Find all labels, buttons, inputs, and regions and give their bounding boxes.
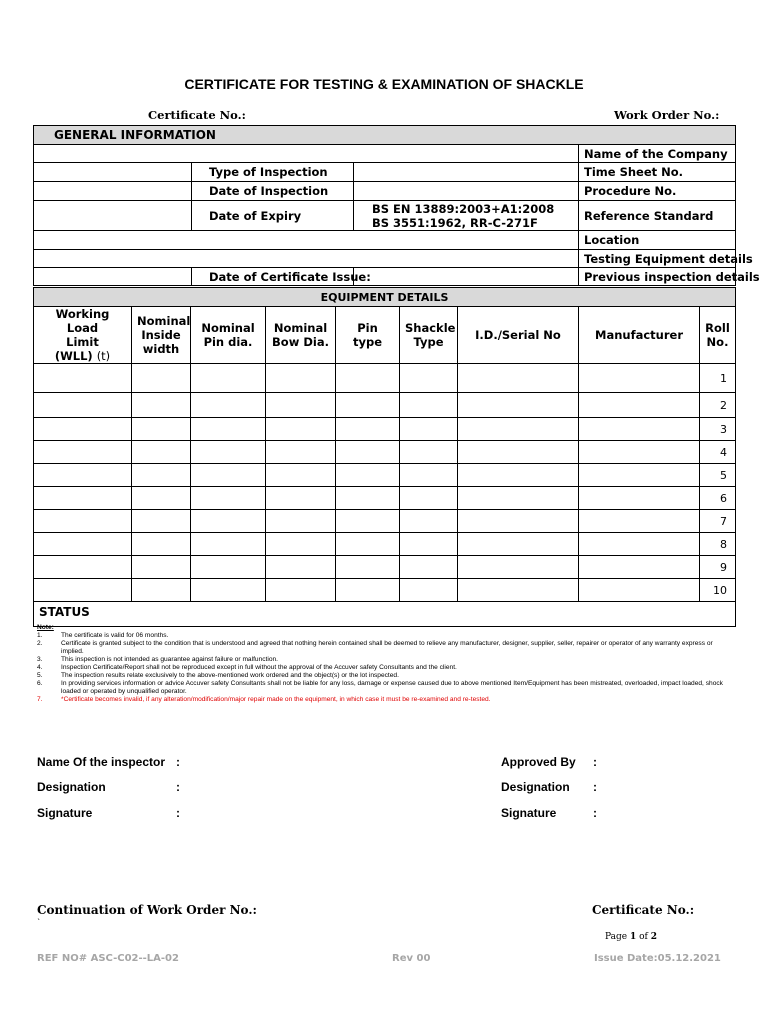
table-row bbox=[34, 364, 736, 393]
blank-cell[interactable] bbox=[34, 268, 192, 286]
date-of-certificate-issue-value[interactable] bbox=[354, 268, 579, 286]
equipment-cell[interactable] bbox=[34, 556, 132, 579]
company-value-cell[interactable] bbox=[34, 145, 579, 163]
notes-list bbox=[37, 632, 732, 704]
roll-number: 7 bbox=[700, 510, 736, 533]
equipment-cell[interactable] bbox=[132, 510, 191, 533]
equipment-cell[interactable] bbox=[191, 393, 266, 418]
equipment-cell[interactable] bbox=[336, 393, 400, 418]
equipment-cell[interactable] bbox=[191, 510, 266, 533]
column-header-wll bbox=[34, 307, 132, 364]
equipment-cell[interactable] bbox=[34, 533, 132, 556]
equipment-cell[interactable] bbox=[579, 364, 700, 393]
equipment-cell[interactable] bbox=[132, 393, 191, 418]
equipment-cell[interactable] bbox=[579, 487, 700, 510]
equipment-cell[interactable] bbox=[266, 464, 336, 487]
equipment-cell[interactable] bbox=[579, 533, 700, 556]
equipment-rows bbox=[34, 364, 736, 602]
equipment-cell[interactable] bbox=[266, 418, 336, 441]
approved-by-label: Approved By bbox=[501, 755, 576, 769]
continuation-work-order-label: Continuation of Work Order No.: bbox=[37, 903, 257, 917]
column-header-shackle-type: Shackle Type bbox=[400, 307, 458, 364]
page-prefix: Page bbox=[605, 932, 628, 942]
equipment-cell[interactable] bbox=[191, 579, 266, 602]
table-row bbox=[34, 533, 736, 556]
equipment-cell[interactable] bbox=[191, 364, 266, 393]
equipment-cell[interactable] bbox=[266, 510, 336, 533]
roll-number: 1 bbox=[700, 364, 736, 393]
equipment-cell[interactable] bbox=[266, 487, 336, 510]
equipment-cell[interactable] bbox=[191, 556, 266, 579]
footer-ref-no: REF NO# ASC-C02--LA-02 bbox=[37, 953, 179, 964]
table-row bbox=[34, 487, 736, 510]
type-of-inspection-value[interactable] bbox=[354, 163, 579, 182]
note-item bbox=[37, 696, 732, 704]
equipment-cell[interactable] bbox=[132, 464, 191, 487]
equipment-cell[interactable] bbox=[266, 393, 336, 418]
column-header-inside-width: Nominal Inside width bbox=[132, 307, 191, 364]
status-label: STATUS bbox=[34, 602, 736, 627]
equipment-cell[interactable] bbox=[400, 393, 458, 418]
equipment-cell[interactable] bbox=[579, 393, 700, 418]
certificate-no-label: Certificate No.: bbox=[148, 108, 246, 122]
equipment-cell[interactable] bbox=[400, 579, 458, 602]
note-text: In providing services information or advice Accuver safety Consultants shall not be liable for any loss, damage or expense caused due to above mentioned Item/Equipment has been mistreated, overloaded, impact loaded, shock loaded or operated by unqualified operator. bbox=[61, 680, 723, 695]
equipment-cell[interactable] bbox=[400, 510, 458, 533]
column-header-serial-no: I.D./Serial No bbox=[458, 307, 579, 364]
equipment-cell[interactable] bbox=[400, 418, 458, 441]
time-sheet-label: Time Sheet No. bbox=[579, 163, 736, 182]
page-of: of bbox=[639, 932, 648, 942]
equipment-cell[interactable] bbox=[336, 579, 400, 602]
equipment-cell[interactable] bbox=[579, 556, 700, 579]
note-item bbox=[37, 640, 732, 656]
equipment-cell[interactable] bbox=[34, 464, 132, 487]
equipment-cell[interactable] bbox=[458, 487, 579, 510]
equipment-cell[interactable] bbox=[458, 418, 579, 441]
equipment-cell[interactable] bbox=[400, 533, 458, 556]
inspector-name-label: Name Of the inspector bbox=[37, 755, 166, 769]
note-text: *Certificate becomes invalid, if any alteration/modification/major repair made on the equipment, in which case it must be re-examined and re-tested. bbox=[61, 696, 491, 703]
date-of-certificate-issue-label: Date of Certificate Issue: bbox=[192, 268, 354, 286]
equipment-cell[interactable] bbox=[132, 533, 191, 556]
colon: : bbox=[593, 755, 597, 769]
note-item bbox=[37, 656, 732, 664]
blank-cell[interactable] bbox=[34, 201, 192, 231]
notes-heading: Note: bbox=[37, 624, 54, 631]
note-text: The inspection results relate exclusively to the above-mentioned work ordered and the object(s) or the lot inspected. bbox=[61, 672, 399, 679]
roll-number: 5 bbox=[700, 464, 736, 487]
equipment-cell[interactable] bbox=[34, 364, 132, 393]
column-header-roll-no: Roll No. bbox=[700, 307, 736, 364]
colon: : bbox=[593, 780, 597, 794]
colon: : bbox=[176, 806, 180, 820]
note-item bbox=[37, 632, 732, 640]
note-text: Certificate is granted subject to the condition that is understood and agreed that nothing herein contained shall be deemed to relieve any manufacturer, designer, supplier, seller, repairer or operator of any warranty express or implied. bbox=[61, 640, 713, 655]
table-row bbox=[34, 464, 736, 487]
wll-line-2: Limit bbox=[66, 335, 99, 349]
note-number: 5. bbox=[37, 672, 43, 679]
equipment-cell[interactable] bbox=[266, 579, 336, 602]
equipment-cell[interactable] bbox=[34, 418, 132, 441]
note-text: The certificate is valid for 06 months. bbox=[61, 632, 169, 639]
equipment-cell[interactable] bbox=[132, 364, 191, 393]
colon: : bbox=[176, 755, 180, 769]
procedure-no-label: Procedure No. bbox=[579, 182, 736, 201]
table-row bbox=[34, 510, 736, 533]
equipment-cell[interactable] bbox=[191, 533, 266, 556]
wll-line-1: Working Load bbox=[55, 307, 110, 335]
note-text: Inspection Certificate/Report shall not be reproduced except in full without the approval of the Accuver safety Consultants and the client. bbox=[61, 664, 457, 671]
equipment-cell[interactable] bbox=[458, 556, 579, 579]
equipment-cell[interactable] bbox=[266, 556, 336, 579]
location-label: Location bbox=[579, 231, 736, 250]
equipment-cell[interactable] bbox=[336, 464, 400, 487]
wll-unit: (t) bbox=[96, 349, 111, 363]
testing-equipment-value-cell[interactable] bbox=[34, 250, 579, 268]
equipment-cell[interactable] bbox=[336, 510, 400, 533]
continuation-certificate-label: Certificate No.: bbox=[592, 903, 695, 917]
footer-revision: Rev 00 bbox=[392, 953, 431, 964]
note-number: 2. bbox=[37, 640, 43, 647]
page-total: 2 bbox=[650, 932, 658, 942]
notes-section bbox=[37, 624, 732, 704]
colon: : bbox=[593, 806, 597, 820]
equipment-cell[interactable] bbox=[400, 487, 458, 510]
note-number: 7. bbox=[37, 696, 43, 703]
equipment-cell[interactable] bbox=[336, 487, 400, 510]
equipment-cell[interactable] bbox=[266, 364, 336, 393]
location-value-cell[interactable] bbox=[34, 231, 579, 250]
note-number: 6. bbox=[37, 680, 43, 687]
wll-line-3: (WLL) bbox=[54, 349, 93, 363]
reference-standard-label: Reference Standard bbox=[579, 201, 736, 231]
equipment-cell[interactable] bbox=[458, 393, 579, 418]
note-number: 4. bbox=[37, 664, 43, 671]
equipment-details-heading: EQUIPMENT DETAILS bbox=[34, 288, 736, 307]
roll-number: 2 bbox=[700, 393, 736, 418]
note-text: This inspection is not intended as guarantee against failure or malfunction. bbox=[61, 656, 278, 663]
reference-standard-value bbox=[354, 201, 579, 231]
footer-issue-date: Issue Date:05.12.2021 bbox=[594, 953, 721, 964]
column-header-pin-dia: Nominal Pin dia. bbox=[191, 307, 266, 364]
equipment-cell[interactable] bbox=[579, 579, 700, 602]
equipment-cell[interactable] bbox=[579, 464, 700, 487]
equipment-cell[interactable] bbox=[191, 418, 266, 441]
equipment-details-table bbox=[33, 287, 736, 627]
equipment-cell[interactable] bbox=[336, 364, 400, 393]
equipment-cell[interactable] bbox=[34, 510, 132, 533]
equipment-cell[interactable] bbox=[400, 464, 458, 487]
equipment-cell[interactable] bbox=[132, 441, 191, 464]
equipment-cell[interactable] bbox=[458, 510, 579, 533]
equipment-cell[interactable] bbox=[336, 418, 400, 441]
testing-equipment-label: Testing Equipment details bbox=[579, 250, 736, 268]
equipment-cell[interactable] bbox=[579, 441, 700, 464]
equipment-cell[interactable] bbox=[336, 556, 400, 579]
equipment-cell[interactable] bbox=[191, 441, 266, 464]
general-information-heading: GENERAL INFORMATION bbox=[34, 126, 736, 145]
equipment-cell[interactable] bbox=[132, 418, 191, 441]
roll-number: 8 bbox=[700, 533, 736, 556]
equipment-cell[interactable] bbox=[191, 464, 266, 487]
equipment-cell[interactable] bbox=[400, 364, 458, 393]
equipment-cell[interactable] bbox=[34, 441, 132, 464]
date-of-inspection-label: Date of Inspection bbox=[192, 182, 354, 201]
equipment-cell[interactable] bbox=[266, 441, 336, 464]
company-label: Name of the Company bbox=[579, 145, 736, 163]
colon: : bbox=[176, 780, 180, 794]
equipment-cell[interactable] bbox=[579, 510, 700, 533]
equipment-cell[interactable] bbox=[458, 364, 579, 393]
equipment-cell[interactable] bbox=[336, 533, 400, 556]
roll-number: 3 bbox=[700, 418, 736, 441]
note-item bbox=[37, 680, 732, 696]
page-title: CERTIFICATE FOR TESTING & EXAMINATION OF SHACKLE bbox=[184, 76, 584, 92]
inspector-signature-label: Signature bbox=[37, 806, 93, 820]
equipment-cell[interactable] bbox=[132, 487, 191, 510]
general-information-table bbox=[33, 125, 760, 286]
page-current: 1 bbox=[629, 932, 637, 942]
note-number: 1. bbox=[37, 632, 43, 639]
standard-line-2: BS 3551:1962, RR-C-271F bbox=[372, 215, 538, 230]
blank-cell[interactable] bbox=[34, 163, 192, 182]
equipment-cell[interactable] bbox=[400, 556, 458, 579]
approver-signature-label: Signature bbox=[501, 806, 557, 820]
equipment-cell[interactable] bbox=[191, 487, 266, 510]
equipment-cell[interactable] bbox=[132, 579, 191, 602]
equipment-cell[interactable] bbox=[458, 441, 579, 464]
date-of-expiry-label: Date of Expiry bbox=[192, 201, 354, 231]
page-number bbox=[605, 932, 657, 942]
date-of-inspection-value[interactable] bbox=[354, 182, 579, 201]
roll-number: 10 bbox=[700, 579, 736, 602]
table-row bbox=[34, 393, 736, 418]
note-item bbox=[37, 672, 732, 680]
stray-mark: ` bbox=[37, 918, 41, 927]
roll-number: 6 bbox=[700, 487, 736, 510]
equipment-cell[interactable] bbox=[34, 579, 132, 602]
table-row bbox=[34, 556, 736, 579]
equipment-cell[interactable] bbox=[458, 464, 579, 487]
note-item bbox=[37, 664, 732, 672]
equipment-cell[interactable] bbox=[579, 418, 700, 441]
table-row bbox=[34, 441, 736, 464]
column-header-manufacturer: Manufacturer bbox=[579, 307, 700, 364]
equipment-cell[interactable] bbox=[458, 533, 579, 556]
column-header-pin-type: Pin type bbox=[336, 307, 400, 364]
column-header-bow-dia: Nominal Bow Dia. bbox=[266, 307, 336, 364]
approver-designation-label: Designation bbox=[501, 780, 570, 794]
work-order-no-label: Work Order No.: bbox=[614, 108, 720, 122]
equipment-cell[interactable] bbox=[266, 533, 336, 556]
equipment-cell[interactable] bbox=[34, 487, 132, 510]
type-of-inspection-label: Type of Inspection bbox=[192, 163, 354, 182]
equipment-cell[interactable] bbox=[336, 441, 400, 464]
blank-cell[interactable] bbox=[34, 182, 192, 201]
equipment-cell[interactable] bbox=[458, 579, 579, 602]
standard-line-1: BS EN 13889:2003+A1:2008 bbox=[372, 201, 555, 216]
equipment-cell[interactable] bbox=[132, 556, 191, 579]
previous-inspection-label: Previous inspection details bbox=[579, 268, 736, 286]
equipment-cell[interactable] bbox=[400, 441, 458, 464]
roll-number: 9 bbox=[700, 556, 736, 579]
inspector-designation-label: Designation bbox=[37, 780, 106, 794]
roll-number: 4 bbox=[700, 441, 736, 464]
table-row bbox=[34, 579, 736, 602]
equipment-cell[interactable] bbox=[34, 393, 132, 418]
note-number: 3. bbox=[37, 656, 43, 663]
table-row bbox=[34, 418, 736, 441]
